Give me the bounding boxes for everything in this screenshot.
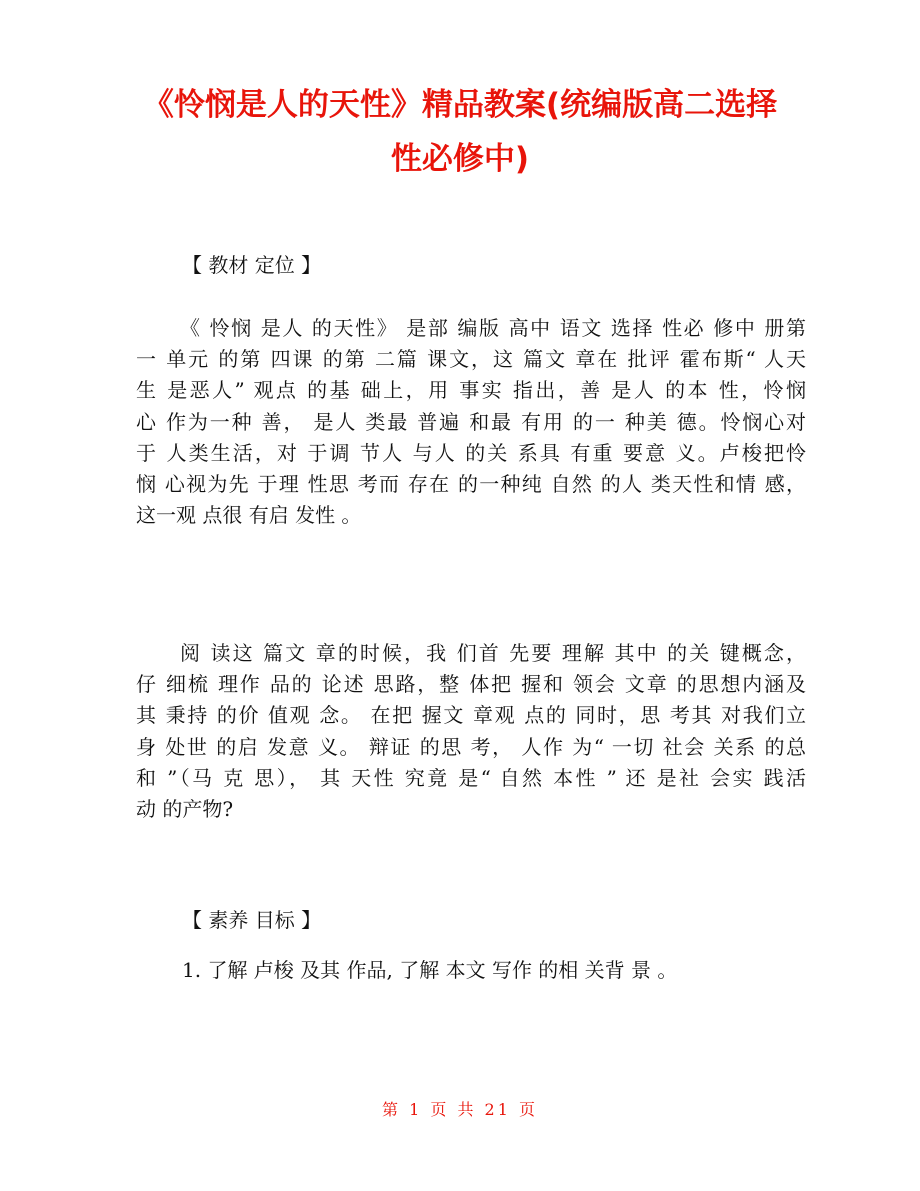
paragraph-line: 动 的产物?	[136, 797, 234, 822]
literacy-goals-heading: 【 素养 目标 】	[182, 908, 322, 932]
paragraph-line: 和 ”（马 克 思）， 其 天性 究竟 是“ 自然 本性 ” 还 是社 会实 践活	[136, 765, 806, 790]
paragraph-line: 生 是恶人” 观点 的基 础上，用 事实 指出，善 是人 的本 性，怜悯	[136, 378, 806, 403]
paragraph-line: 悯 心视为先 于理 性思 考而 存在 的一种纯 自然 的人 类天性和情 感，	[136, 472, 806, 497]
paragraph-line: 一 单元 的第 四课 的第 二篇 课文，这 篇文 章在 批评 霍布斯“ 人天	[136, 347, 806, 372]
paragraph-line: 于 人类生活，对 于调 节人 与人 的关 系具 有重 要意 义。卢梭把怜	[136, 440, 806, 465]
paragraph-line: 这一观 点很 有启 发性 。	[136, 503, 362, 528]
goal-item-1: 1. 了解 卢梭 及其 作品, 了解 本文 写作 的相 关背 景 。	[182, 958, 678, 982]
title-line-1: 《怜悯是人的天性》精品教案(统编版高二选择	[142, 87, 778, 123]
paragraph-line: 《 怜悯 是人 的天性》 是部 编版 高中 语文 选择 性必 修中 册第	[180, 316, 806, 340]
paragraph-line: 阅 读这 篇文 章的时候，我 们首 先要 理解 其中 的关 键概念，	[180, 641, 806, 665]
textbook-position-heading: 【 教材 定位 】	[182, 253, 322, 277]
paragraph-line: 心 作为一种 善， 是人 类最 普遍 和最 有用 的一 种美 德。怜悯心对	[136, 409, 806, 434]
title-line-2: 性必修中)	[390, 141, 530, 177]
paragraph-textbook-position	[136, 313, 806, 531]
document-title	[0, 78, 920, 186]
paragraph-line: 仔 细梳 理作 品的 论述 思路，整 体把 握和 领会 文章 的思想内涵及	[136, 672, 806, 697]
paragraph-line: 其 秉持 的价 值观 念。 在把 握文 章观 点的 同时，思 考其 对我们立	[136, 703, 806, 728]
paragraph-reading-guidance	[136, 638, 806, 825]
paragraph-line: 身 处世 的启 发意 义。 辩证 的思 考， 人作 为“ 一切 社会 关系 的总	[136, 734, 806, 759]
page-number: 第 1 页 共 21 页	[382, 1100, 538, 1119]
